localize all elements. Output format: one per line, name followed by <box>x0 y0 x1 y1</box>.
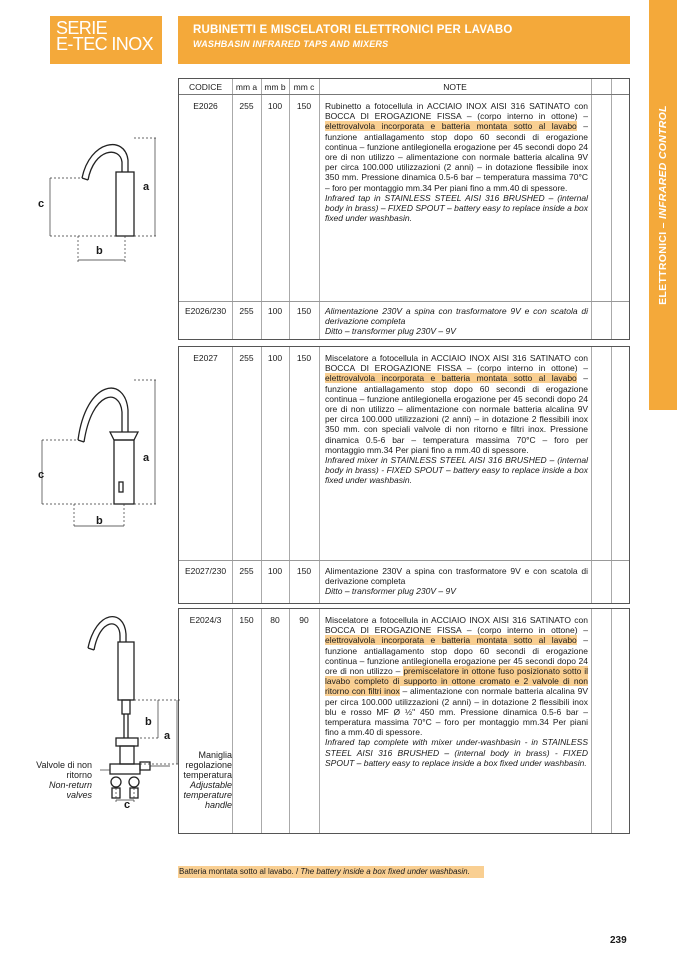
cell-note <box>325 306 588 337</box>
cell-code: E2027/230 <box>184 566 227 576</box>
cell-code: E2026/230 <box>184 306 227 316</box>
caption-handle-en: Adjustable temperature handle <box>183 780 232 810</box>
side-tab-en: INFRARED CONTROL <box>657 105 669 220</box>
cell-note <box>325 566 588 597</box>
note-english: Infrared tap complete with mixer under-washbasin - in STAINLESS STEEL AISI 316 BRUSHED – (internal body in brass) - FIXED SPOUT – battery easy to replace inside a box fixed under washbasin. <box>325 737 588 768</box>
note-english: Ditto – transformer plug 230V – 9V <box>325 586 456 597</box>
cell-note <box>325 353 588 486</box>
note-highlight: elettrovalvola incorporata e batteria montata sotto al lavabo <box>325 635 577 646</box>
cell-b: 100 <box>267 566 283 576</box>
note-text: – alimentazione con normale batteria alcalina 9V per circa 100.000 utilizzazioni (2 anni) – in dotazione 2 flessibili inox blu e rosso MF Ø ½" 450 mm. Pressione dinamica 0.5-6 bar – temperatura massima 70°C – foro per montaggio mm.34 Per piani fino a mm.40 di spessore. <box>325 686 588 738</box>
note-highlight: premiscelatore in ottone fuso posizionato sotto il lavabo completo di supporto in ottone cromato e 2 valvole di non ritorno con filtri inox <box>325 666 588 697</box>
footer-note <box>178 866 484 878</box>
product-table-e2026 <box>178 78 630 340</box>
cell-c: 150 <box>296 566 312 576</box>
caption-handle-it: Maniglia regolazione temperatura <box>183 750 232 780</box>
cell-a: 255 <box>239 566 254 576</box>
cell-b: 100 <box>267 306 283 316</box>
col-note: NOTE <box>443 82 467 92</box>
dim-label-a: a <box>143 452 150 464</box>
col-a: mm a <box>235 82 258 92</box>
cell-c: 150 <box>296 353 312 363</box>
caption-handle <box>164 750 232 810</box>
note-text: Miscelatore a fotocellula in ACCIAIO INOX AISI 316 SATINATO con BOCCA DI EROGAZIONE FISSA – (corpo interno in ottone) – <box>325 353 588 374</box>
side-tab-label <box>657 105 669 305</box>
page-number: 239 <box>610 935 627 946</box>
caption-valves-it: Valvole di non ritorno <box>36 760 92 780</box>
dim-label-a: a <box>164 730 171 742</box>
footer-note-it: Batteria montata sotto al lavabo. / <box>179 867 301 876</box>
series-badge <box>50 16 162 64</box>
cell-b: 100 <box>267 353 283 363</box>
note-highlight: elettrovalvola incorporata e batteria montata sotto al lavabo <box>325 121 577 132</box>
dim-label-b: b <box>145 716 152 728</box>
side-tab-it: ELETTRONICI – <box>657 219 669 305</box>
cell-code: E2026 <box>193 101 218 111</box>
product-table-e2027 <box>178 346 630 604</box>
cell-c: 90 <box>299 615 309 625</box>
cell-c: 150 <box>296 306 312 316</box>
footer-note-en: The battery inside a box fixed under washbasin. <box>300 867 470 876</box>
cell-a: 255 <box>239 306 254 316</box>
cell-c: 150 <box>296 101 312 111</box>
cell-code: E2024/3 <box>189 615 222 625</box>
note-text: Rubinetto a fotocellula in ACCIAIO INOX AISI 316 SATINATO con BOCCA DI EROGAZIONE FISSA – (corpo interno in ottone) – <box>325 101 588 122</box>
cell-note <box>325 101 588 223</box>
cell-a: 255 <box>239 101 254 111</box>
dim-label-b: b <box>96 245 103 257</box>
note-highlight: elettrovalvola incorporata e batteria montata sotto al lavabo <box>325 373 577 384</box>
dim-label-c: c <box>38 198 45 210</box>
mixer-drawing-e2027 <box>30 370 170 530</box>
col-b: mm b <box>264 82 286 92</box>
header-title-it: RUBINETTI E MISCELATORI ELETTRONICI PER LAVABO <box>193 24 513 36</box>
section-header <box>178 16 630 64</box>
note-text: – funzione antiallagamento stop dopo 60 secondi di erogazione continua – funzione antilegionella erogazione per 45 secondi dopo 24 ore di non utilizzo – alimentazione con normale batteria alcalina 9V per circa 100.000 utilizzazioni (2 anni) – in dotazione flessibile inox 350 mm. Pressione dinamica 0.5-6 bar – temperatura massima 70°C – foro per montaggio mm.34 Per piani fino a mm.40 di spessore. <box>325 121 588 193</box>
note-english: Ditto – transformer plug 230V – 9V <box>325 326 456 337</box>
note-english: Infrared tap in STAINLESS STEEL AISI 316 BRUSHED – (internal body in brass) – FIXED SPOUT – battery easy to replace inside a box fixed under washbasin. <box>325 192 588 224</box>
dim-label-b: b <box>96 515 103 527</box>
cell-a: 255 <box>239 353 254 363</box>
note-text: Alimentazione 230V a spina con trasformatore 9V e con scatola di derivazione completa <box>325 306 588 327</box>
series-line2: E-TEC INOX <box>56 34 154 54</box>
note-text: Alimentazione 230V a spina con trasformatore 9V e con scatola di derivazione completa <box>325 566 588 587</box>
table-header <box>179 79 629 95</box>
caption-valves-en: Non-return valves <box>48 780 92 800</box>
col-c: mm c <box>293 82 315 92</box>
product-table-e2024-3 <box>178 608 630 834</box>
dim-label-c: c <box>124 799 131 811</box>
cell-b: 100 <box>267 101 283 111</box>
header-title-en: WASHBASIN INFRARED TAPS AND MIXERS <box>193 39 389 49</box>
note-english: Infrared mixer in STAINLESS STEEL AISI 316 BRUSHED – (internal body in brass) - FIXED SPOUT – battery easy to replace inside a box fixed under washbasin. <box>325 455 588 486</box>
caption-valves <box>30 760 92 800</box>
cell-b: 80 <box>270 615 280 625</box>
series-line1: SERIE <box>56 18 108 38</box>
note-text: – funzione antiallagamento stop dopo 60 secondi di erogazione continua – funzione antilegionella erogazione per 45 secondi dopo 24 ore di non utilizzo – alimentazione con normale batteria alcalina 9V per circa 100.000 utilizzazioni (2 anni) – in dotazione 2 flessibili inox 350 mm. con speciali valvole di non ritorno e filtri inox. Pressione dinamica 0.5-6 bar – temperatura massima 70°C – foro per montaggio mm.34 Per piani fino a mm.40 di spessore. <box>325 373 588 455</box>
cell-note <box>325 615 588 768</box>
note-text: – funzione antiallagamento stop dopo 60 secondi di erogazione continua – funzione antilegionella erogazione per 45 secondi dopo 24 ore di non utilizzo – <box>325 635 588 677</box>
col-code: CODICE <box>188 82 223 92</box>
cell-code: E2027 <box>193 353 218 363</box>
dim-label-a: a <box>143 181 150 193</box>
cell-a: 150 <box>239 615 254 625</box>
dim-label-c: c <box>38 469 45 481</box>
note-text: Miscelatore a fotocellula in ACCIAIO INOX AISI 316 SATINATO con BOCCA DI EROGAZIONE FISSA – (corpo interno in ottone) – <box>325 615 588 636</box>
